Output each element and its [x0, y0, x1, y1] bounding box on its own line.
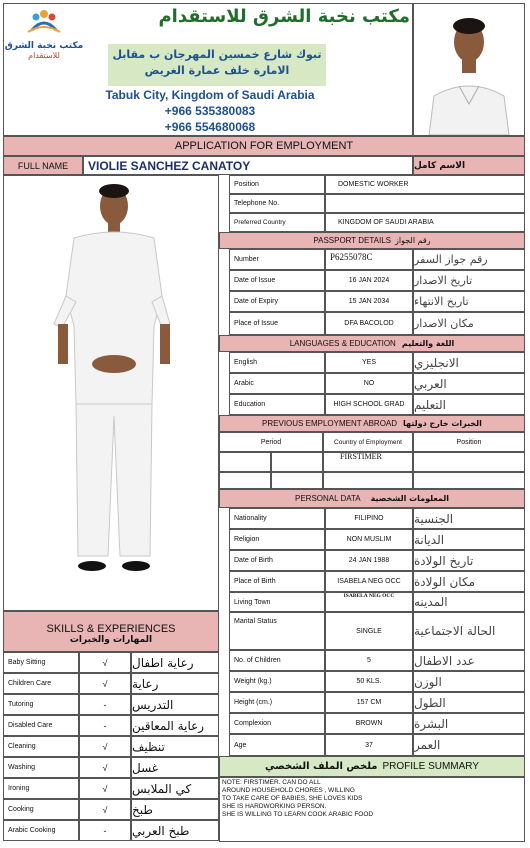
skill-label: Washing — [3, 757, 79, 778]
employment-row-1-a — [219, 452, 271, 472]
personal-label-ar: العمر — [413, 734, 525, 756]
skill-mark: √ — [79, 673, 131, 694]
employment-col-position: Position — [413, 432, 525, 452]
personal-label-ar: الحالة الاجتماعية — [413, 612, 525, 650]
personal-label: Religion — [229, 529, 325, 550]
language-value: HIGH SCHOOL GRAD — [325, 394, 413, 415]
personal-header-ar: المعلومات الشخصية — [370, 494, 449, 503]
personal-label-ar: المدينه — [413, 592, 525, 612]
passport-value: P6255078C — [325, 249, 413, 270]
full-name-value: VIOLIE SANCHEZ CANATOY — [83, 156, 413, 175]
skill-label-ar: رعاية المعاقين — [131, 715, 219, 736]
profile-header — [219, 756, 525, 777]
address-line-2: الامارة خلف عمارة الغريض — [144, 64, 290, 77]
head-portrait — [414, 4, 524, 135]
full-body-photo — [3, 175, 219, 611]
personal-value: NON MUSLIM — [325, 529, 413, 550]
personal-value: 37 — [325, 734, 413, 756]
telephone-value — [325, 194, 525, 213]
language-label: Education — [229, 394, 325, 415]
office-name-ar: مكتب نخبة الشرق للاستقدام — [158, 6, 410, 27]
language-label: Arabic — [229, 373, 325, 394]
personal-value: ISABELA NEG OCC — [325, 571, 413, 592]
personal-value: 5 — [325, 650, 413, 671]
phone-2: +966 554680068 — [164, 120, 256, 134]
employment-row-2-c — [323, 472, 413, 489]
personal-value: 24 JAN 1988 — [325, 550, 413, 571]
skill-mark: √ — [79, 778, 131, 799]
position-value: DOMESTIC WORKER — [325, 175, 525, 194]
personal-label: Height (cm.) — [229, 692, 325, 713]
employment-row-2-d — [413, 472, 525, 489]
passport-label-ar: رقم جواز السفر — [413, 249, 525, 270]
personal-value: ISABELA NEG OCC — [325, 592, 413, 612]
employment-header-ar: الخبرات خارج دولتها — [403, 419, 482, 428]
employment-header — [219, 415, 525, 432]
personal-label: Date of Birth — [229, 550, 325, 571]
skill-label-ar: رعاية اطفال — [131, 652, 219, 673]
skill-mark: - — [79, 820, 131, 841]
passport-label: Date of Expiry — [229, 291, 325, 312]
skill-label: Children Care — [3, 673, 79, 694]
skill-mark: - — [79, 694, 131, 715]
personal-label-ar: الجنسية — [413, 508, 525, 529]
skill-label: Cooking — [3, 799, 79, 820]
employment-row-1-b — [271, 452, 323, 472]
skill-label: Cleaning — [3, 736, 79, 757]
profile-header-ar: ملخص الملف الشخصي — [265, 761, 378, 772]
profile-header-en: PROFILE SUMMARY — [382, 761, 479, 772]
language-label-ar: الانجليزي — [413, 352, 525, 373]
profile-line-4: SHE IS HARDWORKING PERSON. — [222, 803, 327, 810]
skill-mark: √ — [79, 757, 131, 778]
skill-mark: - — [79, 715, 131, 736]
languages-header-ar: اللغة والتعليم — [401, 339, 455, 348]
skill-label-ar: طبخ العربي — [131, 820, 219, 841]
full-name-label: FULL NAME — [3, 156, 83, 175]
logo-icon — [4, 6, 84, 36]
logo-text-2: للاستقدام — [28, 51, 60, 60]
country-label: Preferred Country — [229, 213, 325, 232]
address-box — [108, 44, 326, 86]
phone-1: +966 535380083 — [164, 104, 256, 118]
personal-label: Weight (kg.) — [229, 671, 325, 692]
languages-header-en: LANGUAGES & EDUCATION — [289, 339, 396, 348]
passport-value: 16 JAN 2024 — [325, 270, 413, 291]
personal-label: Marital Status — [229, 612, 325, 650]
skill-label-ar: كي الملابس — [131, 778, 219, 799]
passport-header-en: PASSPORT DETAILS — [313, 236, 392, 245]
languages-header — [219, 335, 525, 352]
address-line-1: تبوك شارع خمسين المهرجان ب مقابل — [112, 48, 322, 61]
logo-text-1: مكتب نخبة الشرق — [4, 41, 84, 51]
skill-label: Disabled Care — [3, 715, 79, 736]
skill-label: Baby Sitting — [3, 652, 79, 673]
city: Tabuk City, Kingdom of Saudi Arabia — [105, 88, 315, 102]
personal-label: Living Town — [229, 592, 325, 612]
personal-label-ar: البشرة — [413, 713, 525, 734]
skill-mark: √ — [79, 799, 131, 820]
personal-value: SINGLE — [325, 612, 413, 650]
personal-label: Nationality — [229, 508, 325, 529]
language-value: YES — [325, 352, 413, 373]
personal-label-ar: مكان الولادة — [413, 571, 525, 592]
personal-label-ar: عدد الاطفال — [413, 650, 525, 671]
personal-label: Age — [229, 734, 325, 756]
passport-value: DFA BACOLOD — [325, 312, 413, 335]
profile-line-3: TO TAKE CARE OF BABIES, SHE LOVES KIDS — [222, 795, 363, 802]
passport-label: Place of Issue — [229, 312, 325, 335]
passport-value: 15 JAN 2034 — [325, 291, 413, 312]
personal-value: 50 KLS. — [325, 671, 413, 692]
skill-mark: √ — [79, 652, 131, 673]
employment-col-period: Period — [219, 432, 323, 452]
skill-label: Tutoring — [3, 694, 79, 715]
skill-label-ar: تنظيف — [131, 736, 219, 757]
employment-row-2-a — [219, 472, 271, 489]
profile-summary — [219, 777, 525, 842]
position-label: Position — [229, 175, 325, 194]
personal-label: Complexion — [229, 713, 325, 734]
full-body-portrait — [4, 176, 218, 610]
language-label: English — [229, 352, 325, 373]
country-value: KINGDOM OF SAUDI ARABIA — [325, 213, 525, 232]
personal-label: No. of Children — [229, 650, 325, 671]
language-label-ar: العربي — [413, 373, 525, 394]
personal-header — [219, 489, 525, 508]
personal-label: Place of Birth — [229, 571, 325, 592]
profile-line-1: NOTE: FIRSTIMER. CAN DO ALL — [222, 779, 321, 786]
page-title: APPLICATION FOR EMPLOYMENT — [3, 136, 525, 156]
skill-label-ar: التدريس — [131, 694, 219, 715]
logo — [4, 6, 84, 60]
personal-label-ar: تاريخ الولادة — [413, 550, 525, 571]
employment-row-1-d — [413, 452, 525, 472]
passport-label-ar: تاريخ الانتهاء — [413, 291, 525, 312]
personal-header-en: PERSONAL DATA — [295, 494, 361, 503]
employment-header-en: PREVIOUS EMPLOYMENT ABROAD — [262, 419, 398, 428]
skill-label-ar: طبخ — [131, 799, 219, 820]
personal-value: 157 CM — [325, 692, 413, 713]
personal-label-ar: الديانة — [413, 529, 525, 550]
skills-header-ar: المهارات والخبرات — [69, 635, 153, 645]
employment-firsttimer: FIRSTIMER — [340, 452, 382, 461]
profile-line-2: AROUND HOUSEHOLD CHORES , WILLING — [222, 787, 355, 794]
skill-label: Ironing — [3, 778, 79, 799]
language-value: NO — [325, 373, 413, 394]
personal-value: BROWN — [325, 713, 413, 734]
telephone-label: Telephone No. — [229, 194, 325, 213]
language-label-ar: التعليم — [413, 394, 525, 415]
profile-line-5: SHE IS WILLING TO LEARN COOK ARABIC FOOD — [222, 811, 374, 818]
employment-row-2-b — [271, 472, 323, 489]
personal-label-ar: الطول — [413, 692, 525, 713]
passport-header-ar: رقم الجواز — [395, 236, 431, 245]
skill-label-ar: غسل — [131, 757, 219, 778]
passport-label-ar: مكان الاصدار — [413, 312, 525, 335]
skills-header — [3, 611, 219, 652]
skill-label-ar: رعاية — [131, 673, 219, 694]
passport-header — [219, 232, 525, 249]
personal-value: FILIPINO — [325, 508, 413, 529]
skills-header-en: SKILLS & EXPERIENCES — [46, 623, 176, 635]
skill-label: Arabic Cooking — [3, 820, 79, 841]
passport-label-ar: تاريخ الاصدار — [413, 270, 525, 291]
skill-mark: √ — [79, 736, 131, 757]
employment-col-country: Country of Employment — [323, 432, 413, 452]
head-photo — [413, 3, 525, 136]
full-name-label-ar: الاسم كامل — [413, 156, 525, 175]
passport-label: Date of Issue — [229, 270, 325, 291]
personal-label-ar: الوزن — [413, 671, 525, 692]
passport-label: Number — [229, 249, 325, 270]
